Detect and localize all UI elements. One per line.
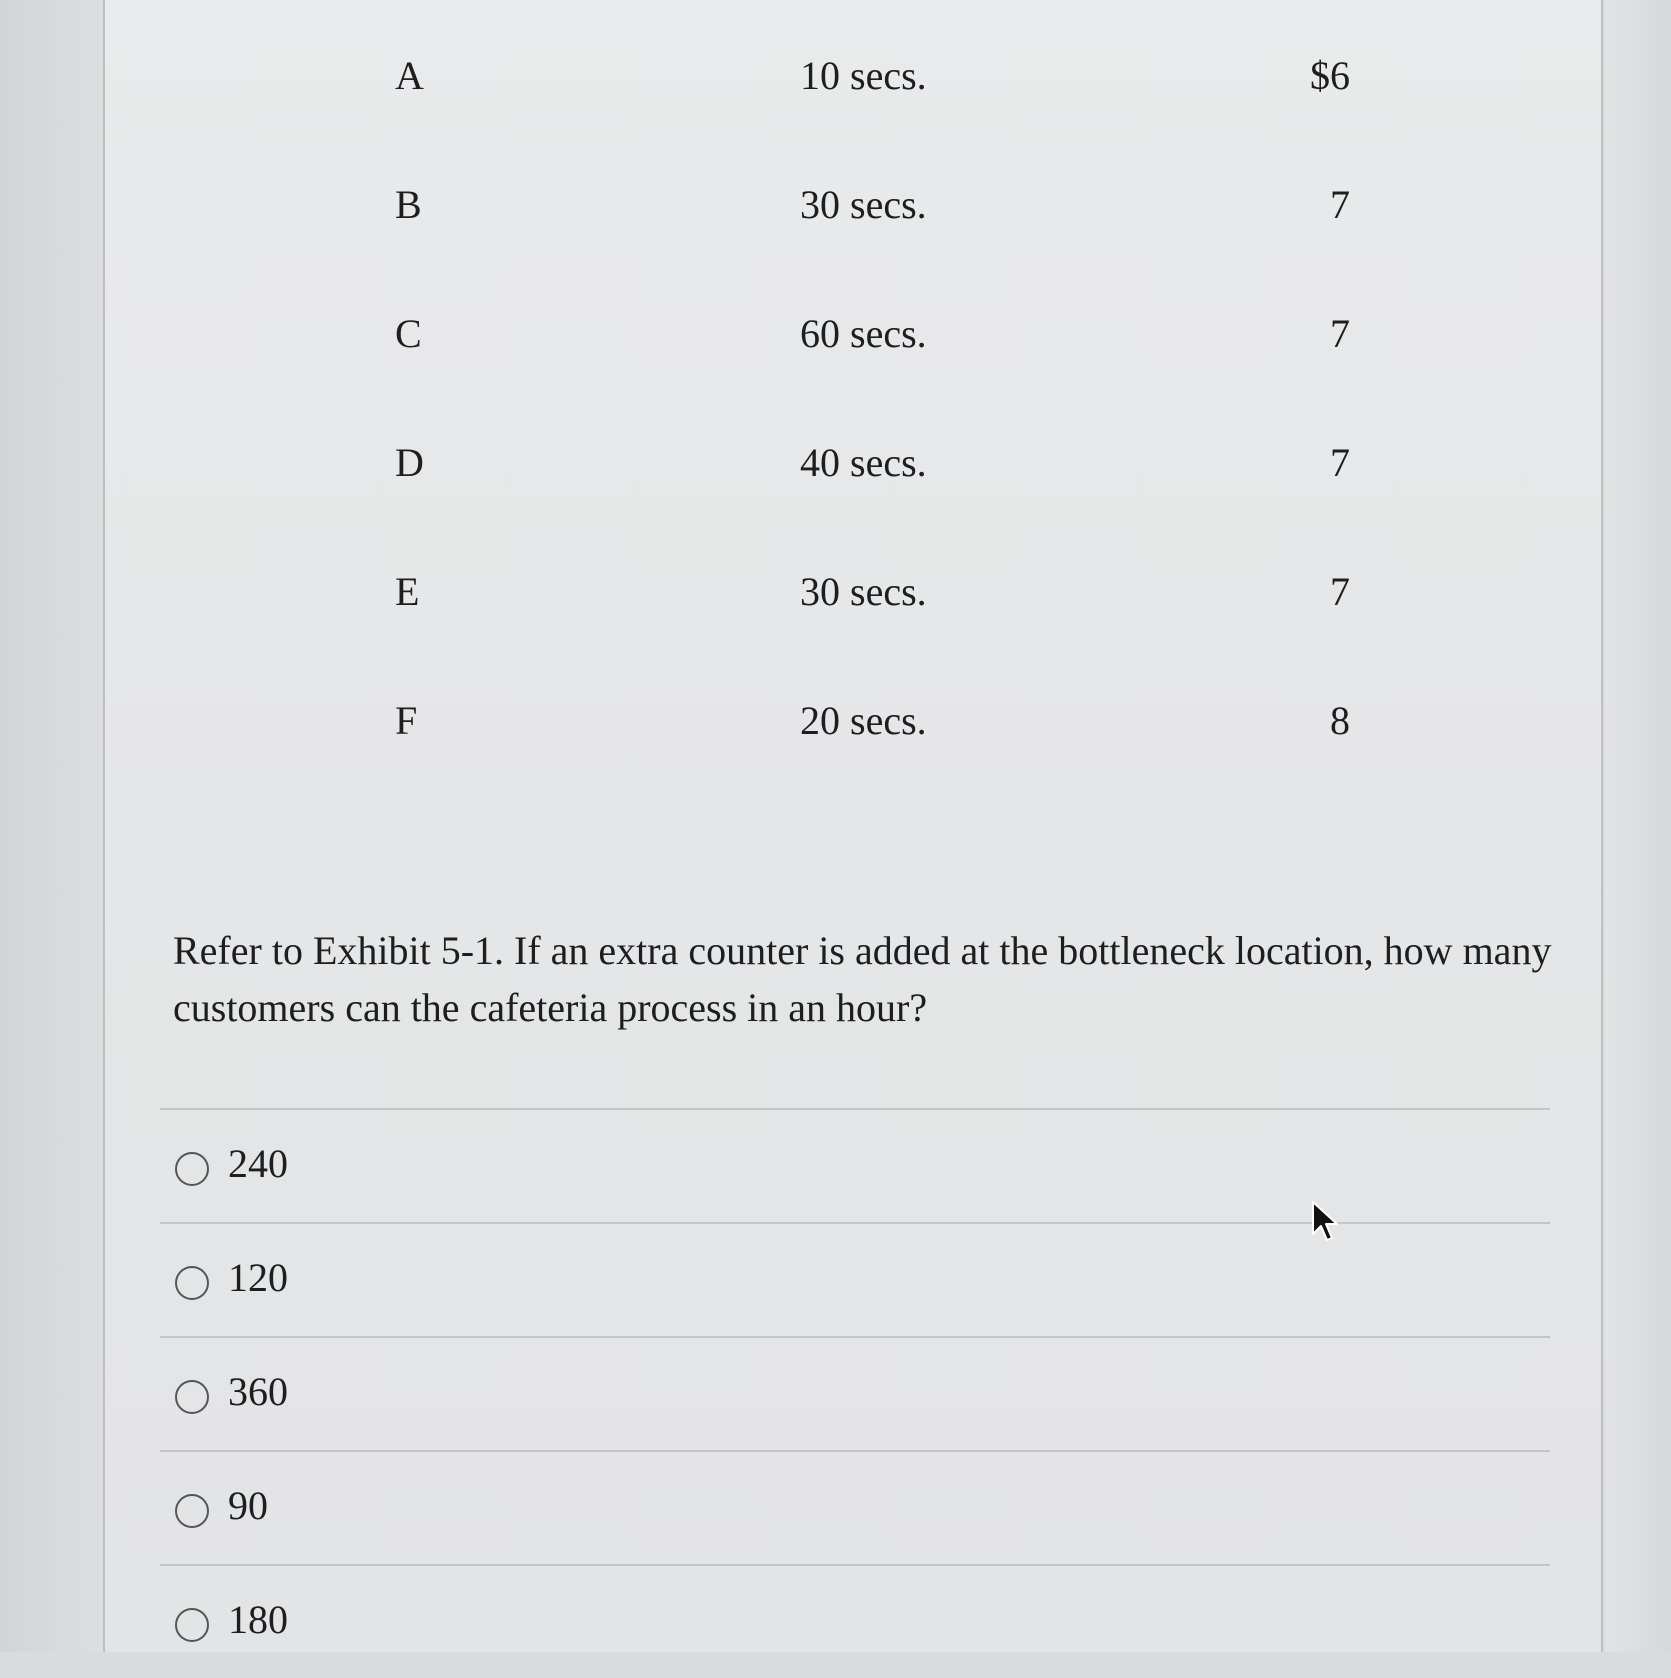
answer-option[interactable] (160, 1336, 1550, 1450)
option-label: 240 (228, 1141, 288, 1186)
answer-option[interactable] (160, 1108, 1550, 1222)
option-label: 120 (228, 1255, 288, 1300)
station-cell: D (395, 440, 424, 485)
time-cell: 20 secs. (800, 698, 927, 743)
cost-cell: 7 (1330, 440, 1350, 485)
answer-option[interactable] (160, 1450, 1550, 1564)
table-row (105, 387, 1605, 516)
table-row (105, 0, 1605, 129)
mouse-pointer-icon (1311, 1200, 1339, 1244)
table-row (105, 645, 1605, 774)
answer-option[interactable] (160, 1564, 1550, 1678)
time-cell: 30 secs. (800, 569, 927, 614)
radio-button-icon[interactable] (175, 1380, 209, 1414)
exhibit-table (105, 0, 1605, 774)
cost-cell: 7 (1330, 182, 1350, 227)
time-cell: 30 secs. (800, 182, 927, 227)
time-cell: 60 secs. (800, 311, 927, 356)
page-background-right (1605, 0, 1671, 1652)
station-cell: F (395, 698, 418, 743)
option-label: 360 (228, 1369, 288, 1414)
question-card (103, 0, 1603, 1652)
table-row (105, 129, 1605, 258)
radio-button-icon[interactable] (175, 1494, 209, 1528)
radio-button-icon[interactable] (175, 1608, 209, 1642)
time-cell: 40 secs. (800, 440, 927, 485)
cost-cell: 8 (1330, 698, 1350, 743)
station-cell: B (395, 182, 422, 227)
option-label: 180 (228, 1597, 288, 1642)
station-cell: E (395, 569, 420, 614)
cost-cell: 7 (1330, 569, 1350, 614)
station-cell: C (395, 311, 422, 356)
option-label: 90 (228, 1483, 268, 1528)
table-row (105, 258, 1605, 387)
question-text: Refer to Exhibit 5-1. If an extra counter is added at the bottleneck location, how many customers can the cafeteria process in an hour? (173, 928, 1552, 1030)
cost-cell: 7 (1330, 311, 1350, 356)
time-cell: 10 secs. (800, 53, 927, 98)
radio-button-icon[interactable] (175, 1266, 209, 1300)
answer-option[interactable] (160, 1222, 1550, 1336)
radio-button-icon[interactable] (175, 1152, 209, 1186)
answer-options (160, 1108, 1550, 1678)
page-background-left (0, 0, 105, 1652)
station-cell: A (395, 53, 424, 98)
table-row (105, 516, 1605, 645)
cost-cell: $6 (1310, 53, 1350, 98)
